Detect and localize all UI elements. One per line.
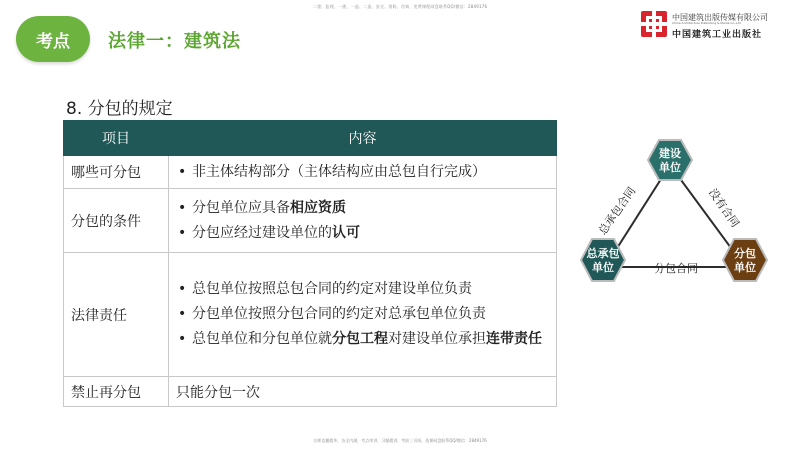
node-hexagon — [648, 140, 692, 180]
emphasis-text: 分包工程 — [332, 331, 388, 347]
bullet-text: 对建设单位承担 — [388, 331, 486, 347]
emphasis-text: 连带责任 — [486, 331, 542, 347]
header-content: 内容 — [169, 121, 557, 156]
subcontract-rules-table — [63, 120, 557, 407]
table-row — [64, 253, 557, 377]
content-bullet — [176, 160, 549, 185]
publisher-name-en: China Architecture Publishing & Media Co.,Ltd — [672, 21, 741, 25]
table-row — [64, 189, 557, 253]
content-bullet — [176, 302, 549, 327]
publisher-name-cn: 中国建筑出版传媒有限公司 — [672, 13, 768, 22]
table-row — [64, 377, 557, 407]
section-title: 8. 分包的规定 — [66, 99, 173, 119]
row-content — [169, 156, 557, 189]
node-label-line1: 建设 — [659, 147, 681, 160]
bullet-text: 分包单位按照分包合同的约定对总承包单位负责 — [192, 306, 486, 322]
row-item: 禁止再分包 — [64, 377, 169, 407]
content-bullet — [176, 327, 549, 352]
emphasis-text: 认可 — [332, 224, 360, 241]
node-hexagon — [723, 239, 767, 281]
edge-label-subcontract: 分包合同 — [654, 262, 698, 275]
edge-label-general-contract: 总承包合同 — [596, 184, 639, 238]
publisher-name-script: 中国建筑工业出版社 — [672, 30, 763, 40]
node-label-line2: 单位 — [659, 161, 681, 174]
edge-label-no-contract: 没有合同 — [705, 186, 742, 230]
header-item: 项目 — [64, 121, 169, 156]
bullet-text: 总包单位按照总包合同的约定对建设单位负责 — [192, 281, 472, 297]
topic-badge: 考点 — [16, 16, 90, 62]
page-title: 法律一：建筑法 — [108, 31, 241, 52]
bullet-text: 总包单位和分包单位就 — [192, 331, 332, 347]
publisher-emblem-icon — [640, 10, 668, 38]
bullet-text: 非主体结构部分（主体结构应由总包自行完成） — [192, 163, 486, 180]
row-content — [169, 189, 557, 253]
emphasis-text: 相应资质 — [290, 199, 346, 216]
bullet-text: 分包单位应具备 — [192, 199, 290, 216]
bottom-watermark-note: 名师直播精华，各全内涵，考点串讲，习题精讲，考前三页纸，选课网盘联系QQ/微信：2849176 — [313, 438, 487, 443]
row-item: 分包的条件 — [64, 189, 169, 253]
bullet-text: 分包应经过建设单位的 — [192, 224, 332, 241]
node-hexagon — [581, 239, 625, 281]
content-bullet — [176, 196, 549, 221]
top-watermark-note: 二建、监理、一建、一造、二造、安全、消防、咨询，免费课程网盘联系QQ/微信：2849176 — [312, 4, 488, 9]
node-label-line2: 单位 — [592, 261, 614, 274]
node-construction-unit — [648, 140, 692, 180]
content-bullet — [176, 277, 549, 302]
node-general-contractor — [581, 239, 625, 281]
table-header-row — [64, 121, 557, 156]
content-bullet — [176, 221, 549, 246]
contract-relationship-diagram — [575, 130, 790, 300]
table-row — [64, 156, 557, 189]
publisher-logo — [640, 10, 790, 40]
node-label-line1: 分包 — [734, 247, 756, 260]
row-item: 法律责任 — [64, 253, 169, 377]
node-label-line1: 总承包 — [586, 247, 620, 260]
row-content — [169, 253, 557, 377]
row-item: 哪些可分包 — [64, 156, 169, 189]
node-label-line2: 单位 — [734, 261, 756, 274]
row-content: 只能分包一次 — [169, 377, 557, 407]
node-subcontractor — [723, 239, 767, 281]
